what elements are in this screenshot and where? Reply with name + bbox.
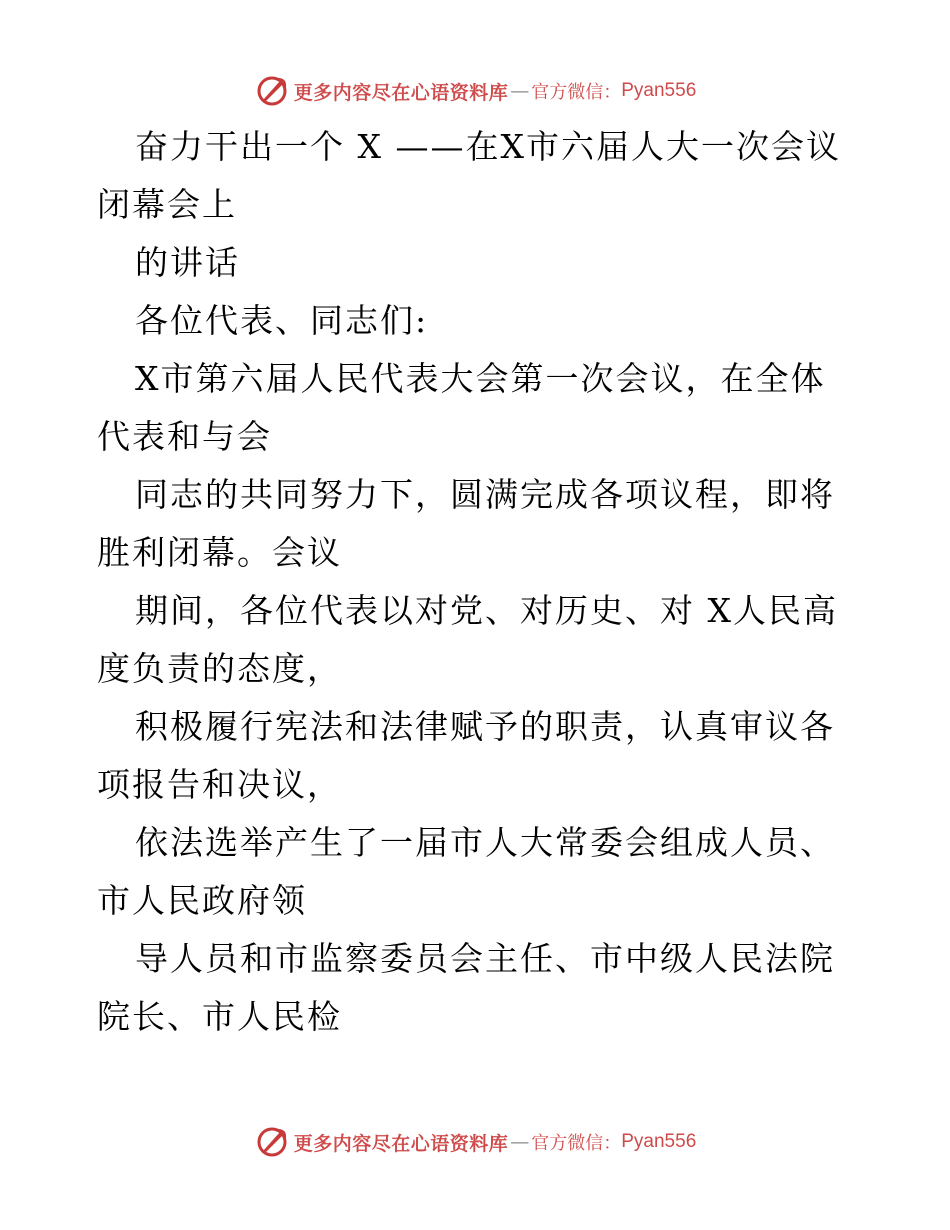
wechat-label: 官方微信： bbox=[531, 82, 622, 103]
paragraph: 依法选举产生了一届市人大常委会组成人员、市人民政府领 bbox=[97, 823, 835, 920]
feather-pen-logo-icon bbox=[254, 1124, 290, 1160]
paragraph: X市第六届人民代表大会第一次会议，在全体代表和与会 bbox=[97, 359, 826, 456]
promo-text: 更多内容尽在心语资料库 bbox=[293, 1132, 509, 1155]
banner-separator: — bbox=[510, 80, 530, 102]
banner-separator: — bbox=[510, 1131, 530, 1153]
wechat-id: Pyan556 bbox=[621, 80, 697, 101]
paragraph: 奋力干出一个 X ——在X市六届人大一次会议闭幕会上 bbox=[97, 127, 841, 224]
paragraph: 的讲话 bbox=[135, 243, 240, 282]
paragraph: 期间，各位代表以对党、对历史、对 X人民高度负责的态度， bbox=[97, 591, 838, 688]
footer-watermark-banner bbox=[0, 1122, 950, 1162]
wechat-id: Pyan556 bbox=[621, 1131, 697, 1152]
feather-pen-logo-icon bbox=[254, 73, 290, 109]
paragraph: 各位代表、同志们: bbox=[135, 301, 429, 340]
wechat-label: 官方微信： bbox=[531, 1133, 622, 1154]
document-body bbox=[97, 118, 857, 1046]
promo-text: 更多内容尽在心语资料库 bbox=[293, 81, 509, 104]
paragraph: 积极履行宪法和法律赋予的职责，认真审议各项报告和决议， bbox=[97, 707, 835, 804]
header-watermark-banner bbox=[0, 71, 950, 111]
paragraph: 导人员和市监察委员会主任、市中级人民法院院长、市人民检 bbox=[97, 939, 835, 1036]
paragraph: 同志的共同努力下，圆满完成各项议程，即将胜利闭幕。会议 bbox=[97, 475, 835, 572]
